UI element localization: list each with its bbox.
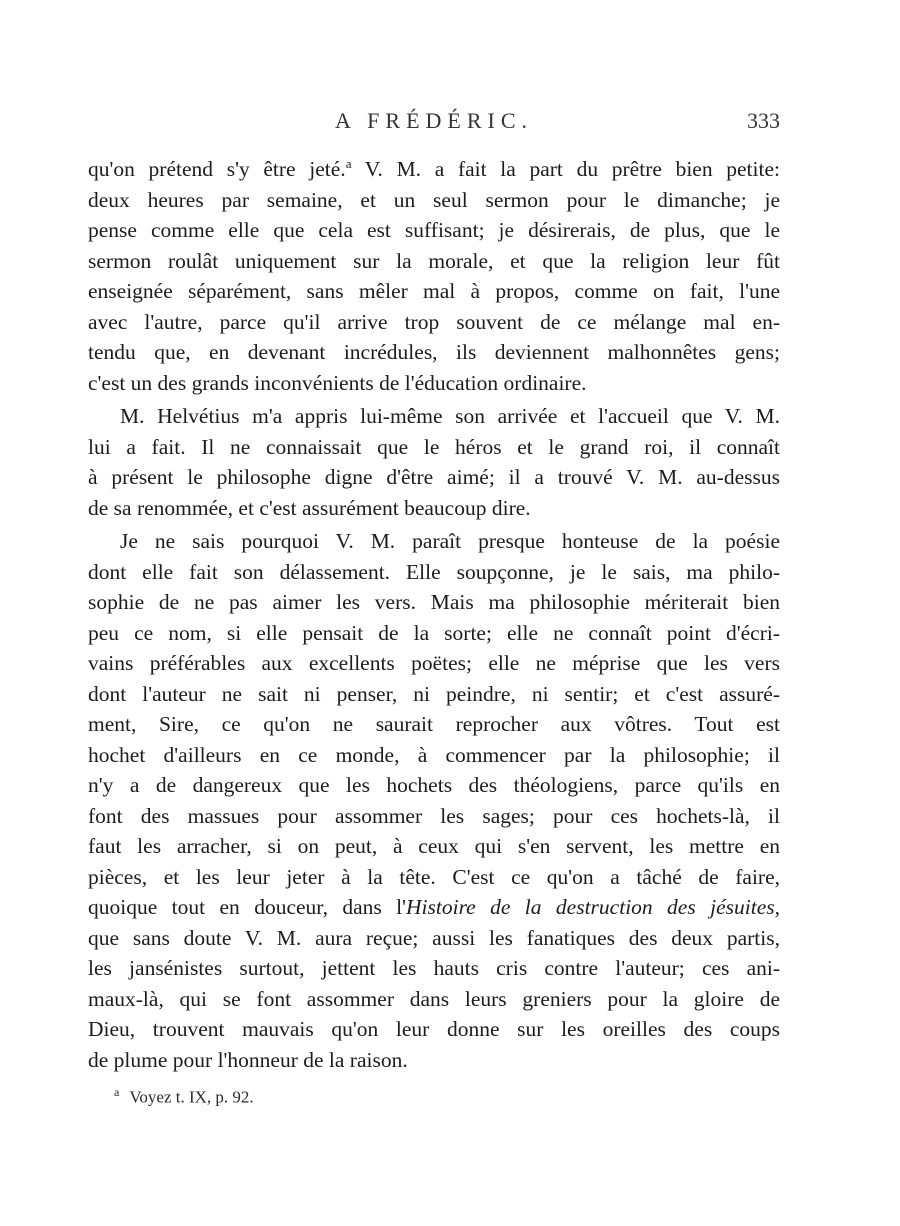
footnote-letter: a	[114, 1085, 120, 1099]
text-line: enseignée séparément, sans mêler mal à propos, comme on fait, l'une	[88, 279, 780, 303]
text-line: que sans doute V. M. aura reçue; aussi les fanatiques des deux partis,	[88, 925, 780, 950]
text-line: pense comme elle que cela est suffisant; je désirerais, de plus, que le	[88, 218, 780, 242]
footnote	[114, 1085, 254, 1108]
text-line: les jansénistes surtout, jettent les hauts cris contre l'auteur; ces ani-	[88, 956, 780, 980]
footnote-marker: a	[345, 155, 352, 171]
text-line	[88, 892, 780, 923]
text-line: de sa renommée, et c'est assurément beaucoup dire.	[88, 495, 531, 520]
text-line	[88, 154, 780, 185]
body-text	[88, 154, 780, 1075]
text-line: deux heures par semaine, et un seul sermon pour le dimanche; je	[88, 187, 780, 212]
book-title: Histoire de la destruction des jésuites	[406, 895, 775, 919]
text-segment: qu'on prétend s'y être jeté.	[88, 157, 346, 181]
paragraph-2	[88, 401, 780, 523]
text-line: maux-là, qui se font assommer dans leurs greniers pour la gloire de	[88, 986, 780, 1011]
page-number: 333	[747, 108, 780, 133]
text-line: de plume pour l'honneur de la raison.	[88, 1047, 408, 1072]
text-line: faut les arracher, si on peut, à ceux qui s'en servent, les mettre en	[88, 834, 780, 858]
text-segment: quoique tout en douceur, dans l'	[88, 895, 407, 919]
text-line: peu ce nom, si elle pensait de la sorte; elle ne connaît point d'écri-	[88, 620, 780, 645]
text-line: c'est un des grands inconvénients de l'éducation ordinaire.	[88, 370, 587, 395]
text-line: M. Helvétius m'a appris lui-même son arrivée et l'accueil que V. M.	[120, 404, 780, 428]
text-line: Je ne sais pourquoi V. M. paraît presque honteuse de la poésie	[120, 529, 780, 553]
paragraph-1	[88, 154, 780, 398]
text-line: pièces, et les leur jeter à la tête. C'est ce qu'on a tâché de faire,	[88, 864, 780, 889]
text-line: avec l'autre, parce qu'il arrive trop souvent de ce mélange mal en-	[88, 309, 780, 334]
text-line: sermon roulât uniquement sur la morale, et que la religion leur fût	[88, 248, 780, 273]
text-line: lui a fait. Il ne connaissait que le héros et le grand roi, il connaît	[88, 434, 780, 459]
text-line: ment, Sire, ce qu'on ne saurait reprocher aux vôtres. Tout est	[88, 712, 780, 736]
text-segment: V. M. a fait la part du prêtre bien petite:	[351, 157, 780, 181]
text-line: Dieu, trouvent mauvais qu'on leur donne sur les oreilles des coups	[88, 1017, 780, 1041]
text-line: hochet d'ailleurs en ce monde, à commencer par la philosophie; il	[88, 742, 780, 767]
text-line: à présent le philosophe digne d'être aimé; il a trouvé V. M. au-dessus	[88, 465, 780, 489]
text-line: font des massues pour assommer les sages; pour ces hochets-là, il	[88, 803, 780, 828]
text-line: dont elle fait son délassement. Elle soupçonne, je le sais, ma philo-	[88, 559, 780, 584]
running-title: A FRÉDÉRIC.	[334, 108, 534, 133]
running-head	[88, 108, 780, 140]
text-segment: ,	[774, 895, 780, 919]
text-line: vains préférables aux excellents poëtes; elle ne méprise que les vers	[88, 651, 780, 675]
footnote-text: Voyez t. IX, p. 92.	[129, 1087, 254, 1107]
text-line: tendu que, en devenant incrédules, ils deviennent malhonnêtes gens;	[88, 340, 780, 364]
paragraph-3	[88, 526, 780, 1075]
text-line: n'y a de dangereux que les hochets des théologiens, parce qu'ils en	[88, 773, 780, 797]
text-line: sophie de ne pas aimer les vers. Mais ma philosophie mériterait bien	[88, 590, 780, 614]
text-line: dont l'auteur ne sait ni penser, ni peindre, ni sentir; et c'est assuré-	[88, 681, 780, 706]
